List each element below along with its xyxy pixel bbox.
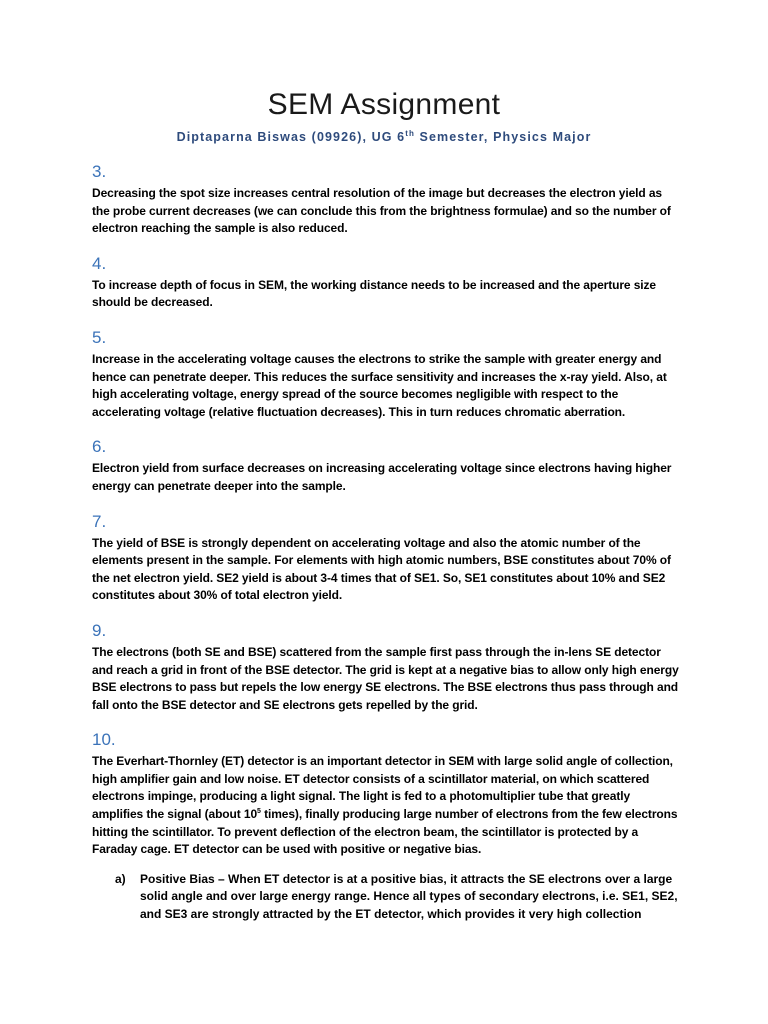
- section-number-6: 6.: [92, 437, 107, 457]
- section-text-9: The electrons (both SE and BSE) scattered from the sample first pass through the in-lens SE detector and reach a grid in front of the BSE detector. The grid is kept at a negative bias to allow only high energy BSE electrons to pass but repels the low energy SE electrons. The BSE electrons thus pass through and fall onto the BSE detector and SE electrons gets repelled by the grid.: [92, 644, 679, 712]
- section-text-3: Decreasing the spot size increases central resolution of the image but decreases the electron yield as the probe current decreases (we can conclude this from the brightness formulae) and so the number of electron reaching the sample is also reduced.: [92, 186, 671, 236]
- section-number-9: 9.: [92, 620, 107, 640]
- author-ordinal-suffix: th: [405, 129, 415, 138]
- section-number-3: 3.: [92, 162, 107, 181]
- section-text-5: Increase in the accelerating voltage causes the electrons to strike the sample with greater energy and hence can penetrate deeper. This reduces the surface sensitivity and increases the x-ray yield. Also, at high accelerating voltage, energy spread of the source becomes negligible with respect to the accelerating voltage (relative fluctuation decreases). This in turn reduces chromatic aberration.: [92, 351, 667, 419]
- section-text-10-part-b: times), finally producing large number of electrons from the few electrons hitting the scintillator. To prevent deflection of the electron beam, the scintillator is protected by a Faraday cage. ET detector can be used with positive or negative bias.: [92, 807, 678, 857]
- section-number-4: 4.: [92, 253, 107, 273]
- section-text-10-part-a: The Everhart-Thornley (ET) detector is an important detector in SEM with large solid angle of collection, high amplifier gain and low noise. ET detector consists of a scintillator material, on which scattered electrons impinge, producing a light signal. The light is fed to a photomultiplier tube that greatly amplifies the signal (about 10: [92, 754, 673, 822]
- section-text-4: To increase depth of focus in SEM, the working distance needs to be increased and the aperture size should be decreased.: [92, 277, 657, 310]
- section-number-10: 10.: [92, 730, 116, 750]
- author-text-tail: Semester, Physics Major: [414, 130, 592, 145]
- section-text-10: [92, 753, 680, 859]
- section-number-5: 5.: [92, 327, 107, 347]
- list-marker: a): [115, 871, 126, 886]
- author-line: [0, 129, 768, 144]
- list-item-positive-bias: [115, 871, 680, 924]
- section-number-7: 7.: [92, 511, 107, 531]
- exponent: 5: [257, 808, 261, 816]
- page-title: SEM Assignment: [267, 88, 501, 121]
- list-text: [140, 871, 680, 924]
- section-text-7: The yield of BSE is strongly dependent on accelerating voltage and also the atomic number of the elements present in the sample. For elements with high atomic numbers, BSE constitutes about 70% of the net electron yield. SE2 yield is about 3-4 times that of SE1. So, SE1 constitutes about 10% and SE2 constitutes about 30% of total electron yield.: [92, 535, 671, 603]
- document-body: [92, 158, 680, 924]
- list-description: – When ET detector is at a positive bias, it attracts the SE electrons over a large solid angle and over large energy range. Hence all types of secondary electrons, i.e. SE1, SE2, and SE3 are strongly attracted by the ET detector, which provides it very high collection: [140, 871, 678, 922]
- section-text-6: Electron yield from surface decreases on increasing accelerating voltage since electrons having higher energy can penetrate deeper into the sample.: [92, 461, 672, 493]
- list-term: Positive Bias: [140, 871, 215, 886]
- author-text: Diptaparna Biswas (09926), UG 6: [176, 130, 406, 145]
